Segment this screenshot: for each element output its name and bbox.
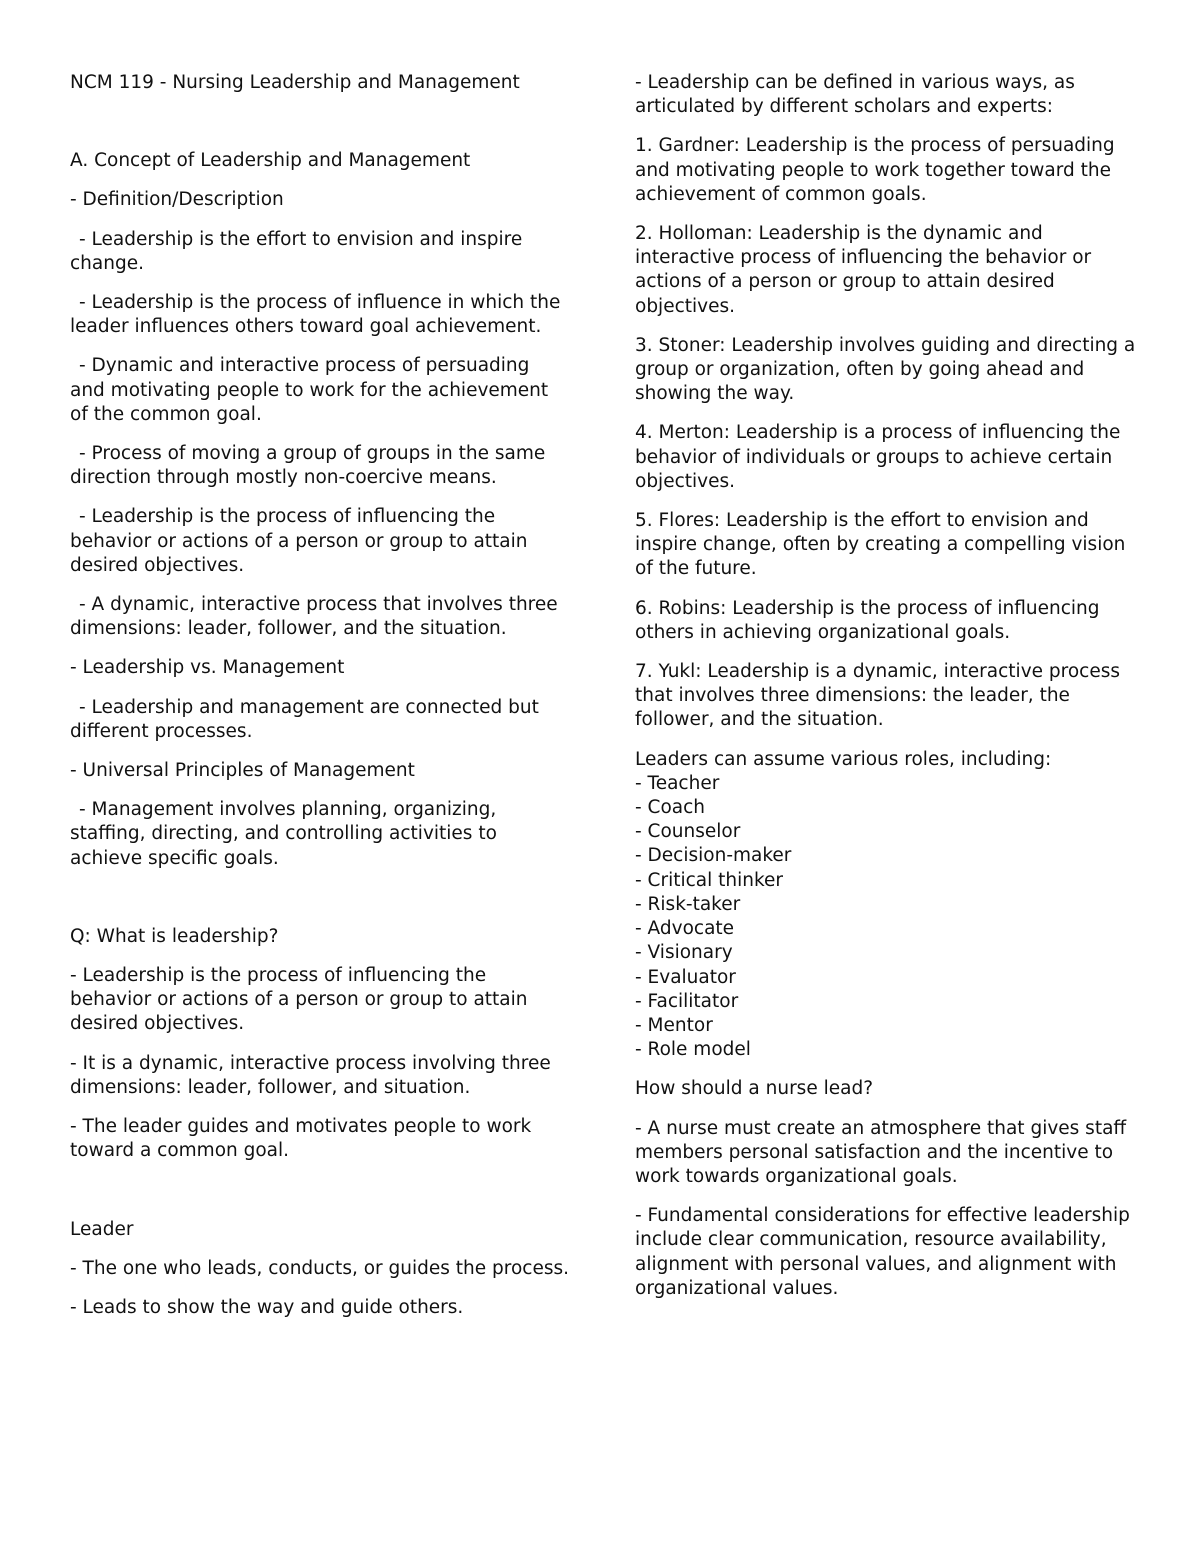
- nurse-question: How should a nurse lead?: [635, 1078, 874, 1100]
- answer-item: - Leadership is the process of influencing the behavior or actions of a person or group to attain desired objectives.: [70, 965, 528, 1035]
- role-item: - Role model: [635, 1039, 751, 1061]
- section-heading: A. Concept of Leadership and Management: [70, 150, 471, 172]
- role-item: - Evaluator: [635, 966, 736, 988]
- roles-intro: Leaders can assume various roles, including:: [635, 748, 1052, 770]
- left-column: [70, 71, 570, 1335]
- nurse-point: - Fundamental considerations for effective leadership include clear communication, resource availability, alignment with personal values, and alignment with organizational values.: [635, 1205, 1130, 1299]
- definition-item: - Process of moving a group of groups in the same direction through mostly non-coercive means.: [70, 443, 546, 489]
- principles-text: - Management involves planning, organizing, staffing, directing, and controlling activities to achieve specific goals.: [70, 799, 497, 869]
- answer-item: - The leader guides and motivates people to work toward a common goal.: [70, 1116, 532, 1162]
- role-item: - Counselor: [635, 821, 741, 843]
- scholar-definition: 2. Holloman: Leadership is the dynamic and interactive process of influencing the behavior or actions of a person or group to attain desired objectives.: [635, 223, 1092, 317]
- answer-item: - It is a dynamic, interactive process involving three dimensions: leader, follower, and situation.: [70, 1052, 551, 1098]
- scholar-definition: 7. Yukl: Leadership is a dynamic, interactive process that involves three dimensions: the leader, the follower, and the situation.: [635, 661, 1120, 731]
- principles-heading: - Universal Principles of Management: [70, 760, 415, 782]
- vs-text: - Leadership and management are connected but different processes.: [70, 696, 539, 742]
- definition-item: - A dynamic, interactive process that involves three dimensions: leader, follower, and the situation.: [70, 594, 558, 640]
- definition-heading: - Definition/Description: [70, 189, 284, 211]
- definition-item: - Leadership is the effort to envision and inspire change.: [70, 228, 523, 274]
- definition-item: - Dynamic and interactive process of persuading and motivating people to work for the achievement of the common goal.: [70, 355, 549, 425]
- nurse-point: - A nurse must create an atmosphere that gives staff members personal satisfaction and the incentive to work towards organizational goals.: [635, 1117, 1127, 1187]
- definition-item: - Leadership is the process of influencing the behavior or actions of a person or group to attain desired objectives.: [70, 506, 528, 576]
- role-item: - Visionary: [635, 942, 733, 964]
- scholar-definition: 4. Merton: Leadership is a process of influencing the behavior of individuals or groups to achieve certain objectives.: [635, 422, 1121, 492]
- right-column: [635, 71, 1140, 1316]
- role-item: - Coach: [635, 797, 706, 819]
- role-item: - Mentor: [635, 1014, 713, 1036]
- leader-point: - The one who leads, conducts, or guides the process.: [70, 1257, 569, 1279]
- definition-item: - Leadership is the process of influence in which the leader influences others toward goal achievement.: [70, 292, 561, 338]
- leader-point: - Leads to show the way and guide others.: [70, 1296, 464, 1318]
- leader-heading: Leader: [70, 1218, 134, 1240]
- question-heading: Q: What is leadership?: [70, 925, 279, 947]
- scholar-definition: 3. Stoner: Leadership involves guiding and directing a group or organization, often by going ahead and showing the way.: [635, 334, 1136, 405]
- role-item: - Teacher: [635, 772, 720, 794]
- scholar-definition: 5. Flores: Leadership is the effort to envision and inspire change, often by creating a compelling vision of the future.: [635, 510, 1126, 580]
- role-item: - Critical thinker: [635, 869, 784, 891]
- vs-heading: - Leadership vs. Management: [70, 657, 345, 679]
- roles-list: [635, 772, 1140, 1062]
- scholar-definition: 6. Robins: Leadership is the process of influencing others in achieving organizational goals.: [635, 597, 1100, 643]
- scholar-definition: 1. Gardner: Leadership is the process of persuading and motivating people to work together toward the achievement of common goals.: [635, 135, 1115, 205]
- role-item: - Risk-taker: [635, 893, 741, 915]
- role-item: - Advocate: [635, 918, 735, 940]
- document-title: NCM 119 - Nursing Leadership and Management: [70, 72, 520, 93]
- role-item: - Decision-maker: [635, 845, 792, 867]
- role-item: - Facilitator: [635, 990, 739, 1012]
- definitions-intro: - Leadership can be defined in various ways, as articulated by different scholars and experts:: [635, 72, 1075, 118]
